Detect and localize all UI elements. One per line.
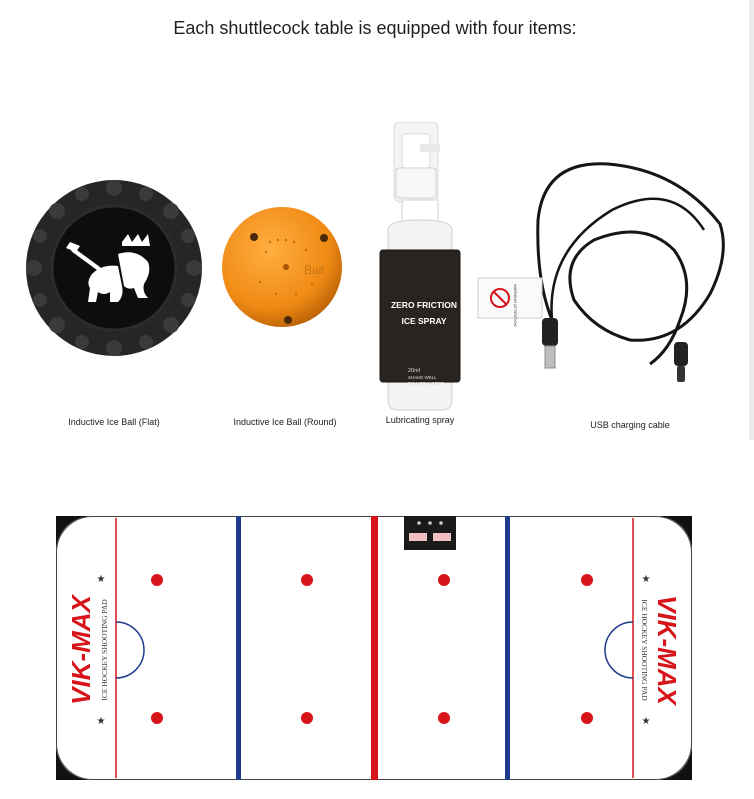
spray-label-line2: ICE SPRAY [401, 316, 447, 326]
cable-tag-text: WARNING ATTENTION [513, 284, 518, 327]
caption-flat-puck: Inductive Ice Ball (Flat) [68, 417, 160, 427]
spray-bottle-image [374, 122, 466, 412]
star-icon: ★ [96, 716, 106, 727]
usb-cable-icon [474, 160, 734, 390]
spray-label-note2: DO NOT INGEST [408, 381, 444, 386]
page-heading: Each shuttlecock table is equipped with four items: [173, 18, 577, 38]
flat-puck-icon [24, 178, 204, 358]
pad-brand-left: VIK-MAX [66, 595, 96, 705]
star-icon: ★ [641, 716, 651, 727]
pad-brand-right: VIK-MAX [652, 595, 682, 705]
orange-ball-image [220, 182, 344, 332]
caption-round-ball: Inductive Ice Ball (Round) [233, 417, 337, 427]
caption-usb-cable: USB charging cable [590, 420, 670, 430]
caption-spray: Lubricating spray [385, 415, 455, 425]
spray-label-note1: SHAKE WELL [408, 375, 437, 380]
pad-subtitle-left: ICE HOCKEY SHOOTING PAD [100, 599, 109, 701]
shooting-pad-image [56, 516, 692, 780]
usb-cable-image [474, 160, 734, 390]
flat-puck-image [24, 178, 204, 358]
spray-bottle-icon [374, 122, 466, 412]
orange-ball-icon [220, 182, 344, 332]
star-icon: ★ [641, 574, 651, 585]
page-edge-strip [749, 0, 754, 440]
shooting-pad-icon [56, 516, 692, 780]
pad-subtitle-right: ICE HOCKEY SHOOTING PAD [640, 599, 649, 701]
ball-imprint-text: Ball [304, 263, 325, 277]
spray-label-volume: 20ml [408, 368, 420, 374]
star-icon: ★ [96, 574, 106, 585]
spray-label-line1: ZERO FRICTION [390, 300, 458, 310]
